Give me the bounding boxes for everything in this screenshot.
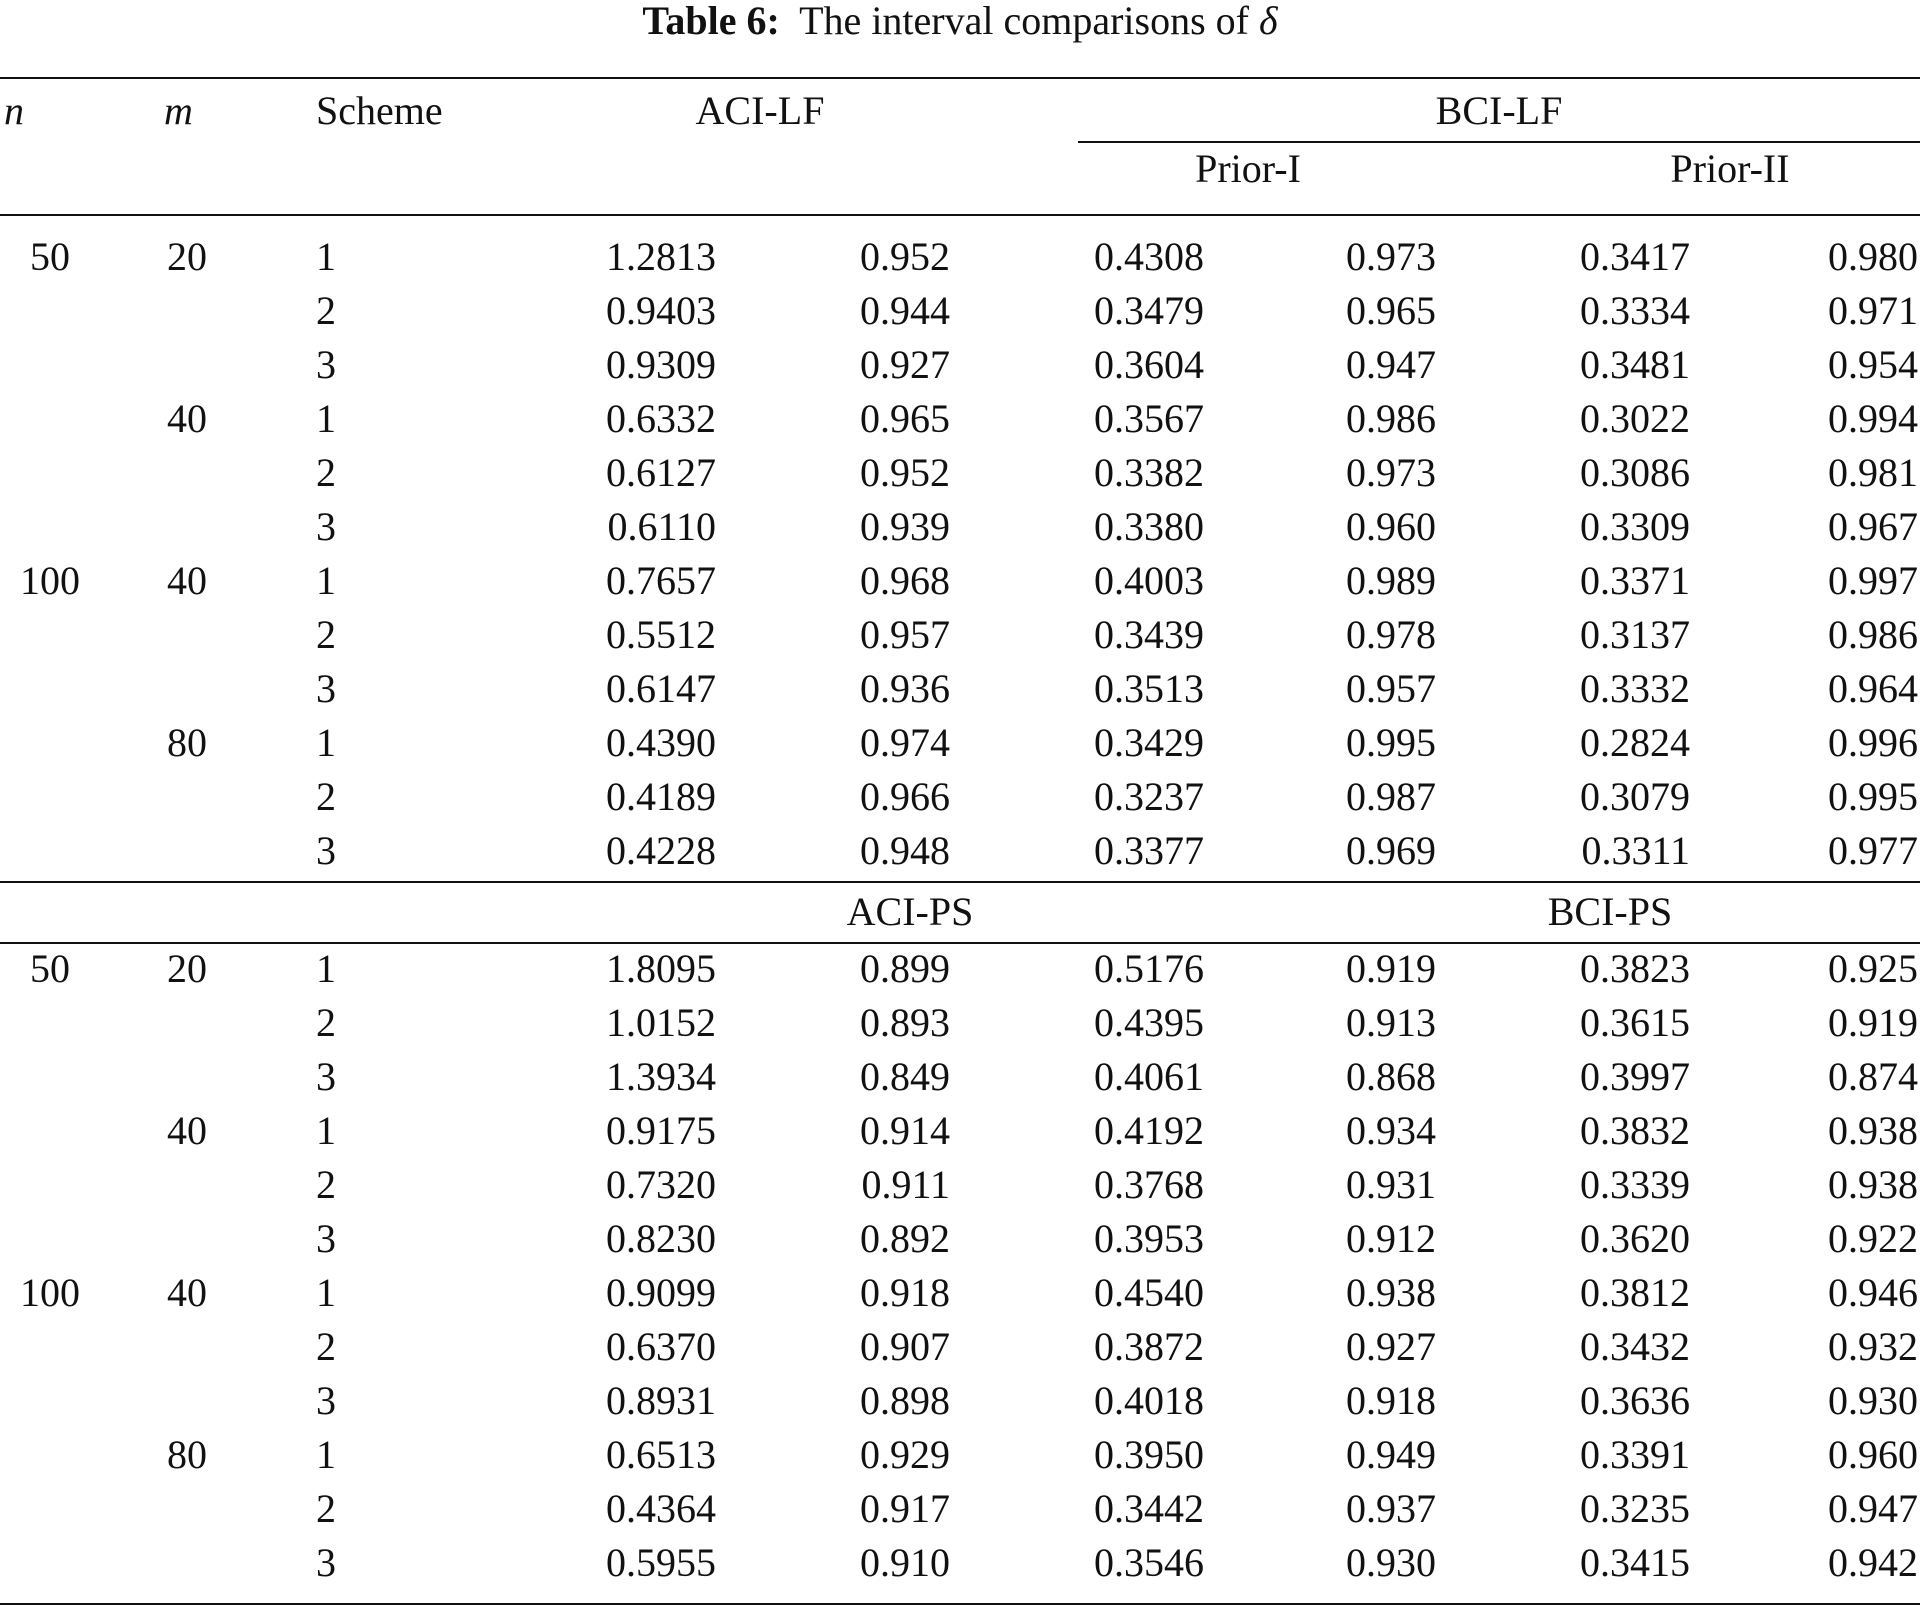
cell-prior2-length: 0.3620 [1580, 1216, 1690, 1261]
cell-aci-coverage: 0.974 [860, 720, 950, 765]
cell-prior2-coverage: 0.980 [1828, 234, 1918, 279]
cell-m [137, 1482, 237, 1536]
cell-scheme: 1 [316, 396, 336, 441]
cell-prior1-coverage: 0.934 [1346, 1108, 1436, 1153]
cell-aci-coverage: 0.936 [860, 666, 950, 711]
cell-n [0, 446, 100, 500]
bottom-rule [0, 1603, 1920, 1605]
cell-prior1-length: 0.3380 [1094, 504, 1204, 549]
cell-aci-coverage: 0.965 [860, 396, 950, 441]
cell-prior2-length: 0.3812 [1580, 1270, 1690, 1315]
caption-label: Table 6: [642, 0, 780, 43]
cell-scheme: 2 [316, 1324, 336, 1369]
cell-aci-length: 0.7320 [606, 1162, 716, 1207]
cell-scheme: 3 [316, 1216, 336, 1261]
cell-prior1-coverage: 0.995 [1346, 720, 1436, 765]
cell-aci-coverage: 0.927 [860, 342, 950, 387]
cell-prior2-coverage: 0.930 [1828, 1378, 1918, 1423]
cell-prior1-length: 0.3479 [1094, 288, 1204, 333]
cell-n [0, 1536, 100, 1590]
cell-prior2-length: 0.3997 [1580, 1054, 1690, 1099]
mid-rule [0, 881, 1920, 883]
cell-prior2-coverage: 0.971 [1828, 288, 1918, 333]
cell-prior1-length: 0.3442 [1094, 1486, 1204, 1531]
cell-prior2-coverage: 0.967 [1828, 504, 1918, 549]
cell-prior2-coverage: 0.994 [1828, 396, 1918, 441]
cell-m [137, 446, 237, 500]
header-prior-1: Prior-I [1195, 146, 1301, 191]
header-n: n [4, 88, 24, 133]
cell-aci-length: 0.9175 [606, 1108, 716, 1153]
cell-n [0, 500, 100, 554]
cell-aci-length: 0.6370 [606, 1324, 716, 1369]
cell-n [0, 338, 100, 392]
header-bci-lf: BCI-LF [1435, 88, 1563, 133]
cell-aci-length: 0.6147 [606, 666, 716, 711]
cell-prior2-length: 0.3832 [1580, 1108, 1690, 1153]
cell-m: 80 [167, 720, 207, 765]
cell-prior2-coverage: 0.954 [1828, 342, 1918, 387]
cell-scheme: 3 [316, 504, 336, 549]
cell-prior1-coverage: 0.987 [1346, 774, 1436, 819]
table-caption [0, 0, 1920, 42]
cell-prior1-length: 0.5176 [1094, 946, 1204, 991]
cell-m [137, 996, 237, 1050]
cell-prior2-length: 0.3086 [1580, 450, 1690, 495]
cell-prior1-length: 0.4395 [1094, 1000, 1204, 1045]
cell-prior2-length: 0.3481 [1580, 342, 1690, 387]
cell-prior1-coverage: 0.868 [1346, 1054, 1436, 1099]
cell-n [0, 1482, 100, 1536]
cell-prior2-length: 0.2824 [1580, 720, 1690, 765]
cell-aci-coverage: 0.892 [860, 1216, 950, 1261]
cell-prior2-length: 0.3311 [1581, 828, 1690, 873]
cell-m [137, 500, 237, 554]
cell-prior2-coverage: 0.964 [1828, 666, 1918, 711]
cell-aci-coverage: 0.957 [860, 612, 950, 657]
cell-n [0, 1212, 100, 1266]
cell-prior1-length: 0.3768 [1094, 1162, 1204, 1207]
header-bci-ps: BCI-PS [1547, 889, 1673, 934]
cell-scheme: 1 [316, 234, 336, 279]
cell-aci-length: 0.9309 [606, 342, 716, 387]
cell-aci-coverage: 0.898 [860, 1378, 950, 1423]
cell-n [0, 392, 100, 446]
cell-prior2-length: 0.3022 [1580, 396, 1690, 441]
cell-aci-length: 0.5955 [606, 1540, 716, 1585]
cell-aci-coverage: 0.914 [860, 1108, 950, 1153]
cell-n [0, 716, 100, 770]
cell-n: 50 [30, 234, 70, 279]
cell-prior2-coverage: 0.946 [1828, 1270, 1918, 1315]
cell-prior1-coverage: 0.986 [1346, 396, 1436, 441]
cell-prior1-length: 0.3237 [1094, 774, 1204, 819]
cell-scheme: 2 [316, 288, 336, 333]
cell-m [137, 1374, 237, 1428]
cell-prior1-coverage: 0.969 [1346, 828, 1436, 873]
cell-prior1-coverage: 0.918 [1346, 1378, 1436, 1423]
cell-prior2-length: 0.3235 [1580, 1486, 1690, 1531]
cell-scheme: 3 [316, 1378, 336, 1423]
cell-prior1-length: 0.4540 [1094, 1270, 1204, 1315]
cell-scheme: 1 [316, 1432, 336, 1477]
cell-prior2-coverage: 0.942 [1828, 1540, 1918, 1585]
cell-m [137, 338, 237, 392]
cell-prior1-coverage: 0.978 [1346, 612, 1436, 657]
cell-prior1-coverage: 0.937 [1346, 1486, 1436, 1531]
cell-aci-coverage: 0.944 [860, 288, 950, 333]
cell-prior2-coverage: 0.977 [1828, 828, 1918, 873]
header-aci-ps: ACI-PS [846, 889, 974, 934]
cell-scheme: 1 [316, 1270, 336, 1315]
cell-prior2-coverage: 0.925 [1828, 946, 1918, 991]
cell-aci-length: 0.6332 [606, 396, 716, 441]
cell-prior1-length: 0.3429 [1094, 720, 1204, 765]
cell-prior2-coverage: 0.874 [1828, 1054, 1918, 1099]
cell-m: 40 [167, 558, 207, 603]
cell-prior1-coverage: 0.938 [1346, 1270, 1436, 1315]
cell-aci-length: 0.9099 [606, 1270, 716, 1315]
cell-aci-length: 0.6110 [607, 504, 716, 549]
cell-aci-length: 0.8230 [606, 1216, 716, 1261]
cell-aci-length: 0.4189 [606, 774, 716, 819]
cell-prior2-length: 0.3309 [1580, 504, 1690, 549]
cell-m [137, 284, 237, 338]
cell-prior1-coverage: 0.947 [1346, 342, 1436, 387]
cell-aci-length: 0.4390 [606, 720, 716, 765]
cell-n [0, 1374, 100, 1428]
cell-prior1-coverage: 0.973 [1346, 234, 1436, 279]
cell-prior1-length: 0.4003 [1094, 558, 1204, 603]
cell-m: 40 [167, 1270, 207, 1315]
cell-prior1-coverage: 0.912 [1346, 1216, 1436, 1261]
cell-scheme: 3 [316, 828, 336, 873]
cell-prior2-length: 0.3415 [1580, 1540, 1690, 1585]
cell-aci-coverage: 0.966 [860, 774, 950, 819]
cell-prior1-length: 0.3950 [1094, 1432, 1204, 1477]
cell-prior2-length: 0.3432 [1580, 1324, 1690, 1369]
cell-scheme: 2 [316, 1486, 336, 1531]
cell-scheme: 2 [316, 1000, 336, 1045]
cell-prior1-coverage: 0.927 [1346, 1324, 1436, 1369]
cell-n [0, 608, 100, 662]
cell-n [0, 996, 100, 1050]
cell-prior2-coverage: 0.986 [1828, 612, 1918, 657]
cell-aci-coverage: 0.952 [860, 450, 950, 495]
cell-aci-length: 0.7657 [606, 558, 716, 603]
cell-aci-coverage: 0.918 [860, 1270, 950, 1315]
cell-prior1-length: 0.3439 [1094, 612, 1204, 657]
cell-aci-coverage: 0.929 [860, 1432, 950, 1477]
cell-m [137, 1158, 237, 1212]
cell-m [137, 1212, 237, 1266]
cell-prior1-length: 0.3377 [1094, 828, 1204, 873]
cell-prior2-coverage: 0.981 [1828, 450, 1918, 495]
cell-m [137, 770, 237, 824]
cell-n [0, 662, 100, 716]
cell-prior2-coverage: 0.947 [1828, 1486, 1918, 1531]
cell-aci-coverage: 0.952 [860, 234, 950, 279]
cell-aci-length: 1.0152 [606, 1000, 716, 1045]
cell-prior2-coverage: 0.932 [1828, 1324, 1918, 1369]
cell-prior1-length: 0.4018 [1094, 1378, 1204, 1423]
cell-m [137, 1050, 237, 1104]
cell-prior2-length: 0.3332 [1580, 666, 1690, 711]
cell-prior2-length: 0.3823 [1580, 946, 1690, 991]
cell-prior2-coverage: 0.938 [1828, 1162, 1918, 1207]
top-rule [0, 77, 1920, 79]
cell-m [137, 662, 237, 716]
cell-prior2-coverage: 0.919 [1828, 1000, 1918, 1045]
cell-prior1-coverage: 0.913 [1346, 1000, 1436, 1045]
cell-aci-coverage: 0.899 [860, 946, 950, 991]
cell-prior2-length: 0.3391 [1580, 1432, 1690, 1477]
cell-prior1-coverage: 0.919 [1346, 946, 1436, 991]
cell-prior2-coverage: 0.938 [1828, 1108, 1918, 1153]
cell-prior2-length: 0.3371 [1580, 558, 1690, 603]
cell-prior1-coverage: 0.965 [1346, 288, 1436, 333]
header-aci-lf: ACI-LF [695, 88, 825, 133]
cell-scheme: 3 [316, 1054, 336, 1099]
cell-prior1-length: 0.3953 [1094, 1216, 1204, 1261]
cell-n [0, 770, 100, 824]
cell-aci-length: 1.2813 [606, 234, 716, 279]
cell-aci-coverage: 0.917 [860, 1486, 950, 1531]
cell-aci-coverage: 0.893 [860, 1000, 950, 1045]
cell-aci-coverage: 0.849 [860, 1054, 950, 1099]
cell-aci-length: 0.5512 [606, 612, 716, 657]
cell-m: 40 [167, 1108, 207, 1153]
cell-prior1-coverage: 0.973 [1346, 450, 1436, 495]
cell-prior2-length: 0.3137 [1580, 612, 1690, 657]
cell-prior1-length: 0.3604 [1094, 342, 1204, 387]
cell-aci-length: 0.6513 [606, 1432, 716, 1477]
cell-m: 80 [167, 1432, 207, 1477]
cell-m [137, 1320, 237, 1374]
cell-prior2-length: 0.3636 [1580, 1378, 1690, 1423]
cell-prior1-coverage: 0.931 [1346, 1162, 1436, 1207]
cell-aci-coverage: 0.939 [860, 504, 950, 549]
cell-scheme: 3 [316, 1540, 336, 1585]
cell-aci-length: 0.4364 [606, 1486, 716, 1531]
cell-prior1-length: 0.3567 [1094, 396, 1204, 441]
cell-aci-coverage: 0.911 [861, 1162, 950, 1207]
caption-symbol: δ [1259, 0, 1278, 43]
cell-m: 20 [167, 946, 207, 991]
cell-prior1-length: 0.3872 [1094, 1324, 1204, 1369]
cell-scheme: 1 [316, 1108, 336, 1153]
header-rule [0, 214, 1920, 216]
cell-m [137, 1536, 237, 1590]
cell-prior1-coverage: 0.930 [1346, 1540, 1436, 1585]
cell-prior2-length: 0.3339 [1580, 1162, 1690, 1207]
cell-scheme: 1 [316, 558, 336, 603]
cell-aci-length: 1.8095 [606, 946, 716, 991]
cell-m: 20 [167, 234, 207, 279]
cell-prior1-coverage: 0.960 [1346, 504, 1436, 549]
cell-m [137, 608, 237, 662]
cell-prior2-coverage: 0.996 [1828, 720, 1918, 765]
cell-aci-length: 0.9403 [606, 288, 716, 333]
cell-m [137, 824, 237, 878]
cell-n [0, 1428, 100, 1482]
cell-prior2-length: 0.3615 [1580, 1000, 1690, 1045]
cell-aci-coverage: 0.968 [860, 558, 950, 603]
cell-n: 50 [30, 946, 70, 991]
header-m: m [164, 88, 193, 133]
cell-n: 100 [20, 1270, 80, 1315]
cell-prior2-coverage: 0.960 [1828, 1432, 1918, 1477]
cell-n [0, 284, 100, 338]
cell-scheme: 2 [316, 774, 336, 819]
cell-prior1-coverage: 0.949 [1346, 1432, 1436, 1477]
cell-scheme: 3 [316, 342, 336, 387]
cell-prior1-length: 0.3382 [1094, 450, 1204, 495]
cell-aci-coverage: 0.948 [860, 828, 950, 873]
cell-aci-coverage: 0.907 [860, 1324, 950, 1369]
cell-prior1-coverage: 0.989 [1346, 558, 1436, 603]
cell-scheme: 1 [316, 946, 336, 991]
cell-prior1-length: 0.4061 [1094, 1054, 1204, 1099]
cell-prior2-length: 0.3079 [1580, 774, 1690, 819]
header-prior-2: Prior-II [1670, 146, 1790, 191]
cell-aci-length: 0.6127 [606, 450, 716, 495]
cell-scheme: 3 [316, 666, 336, 711]
cell-n [0, 824, 100, 878]
cell-scheme: 2 [316, 450, 336, 495]
cell-n [0, 1158, 100, 1212]
cell-n: 100 [20, 558, 80, 603]
cell-scheme: 2 [316, 1162, 336, 1207]
cell-prior2-coverage: 0.997 [1828, 558, 1918, 603]
cell-prior1-length: 0.3546 [1094, 1540, 1204, 1585]
cell-aci-length: 0.8931 [606, 1378, 716, 1423]
cell-prior2-coverage: 0.995 [1828, 774, 1918, 819]
cell-prior1-coverage: 0.957 [1346, 666, 1436, 711]
cell-scheme: 2 [316, 612, 336, 657]
cell-n [0, 1320, 100, 1374]
cell-n [0, 1104, 100, 1158]
cell-aci-length: 1.3934 [606, 1054, 716, 1099]
cell-prior1-length: 0.4192 [1094, 1108, 1204, 1153]
caption-text: The interval comparisons of [799, 0, 1249, 43]
cell-prior1-length: 0.4308 [1094, 234, 1204, 279]
cell-prior2-length: 0.3417 [1580, 234, 1690, 279]
cell-aci-length: 0.4228 [606, 828, 716, 873]
header-scheme: Scheme [316, 88, 443, 133]
cell-prior1-length: 0.3513 [1094, 666, 1204, 711]
cell-scheme: 1 [316, 720, 336, 765]
cell-prior2-length: 0.3334 [1580, 288, 1690, 333]
cell-n [0, 1050, 100, 1104]
cell-m: 40 [167, 396, 207, 441]
cell-prior2-coverage: 0.922 [1828, 1216, 1918, 1261]
cell-aci-coverage: 0.910 [860, 1540, 950, 1585]
